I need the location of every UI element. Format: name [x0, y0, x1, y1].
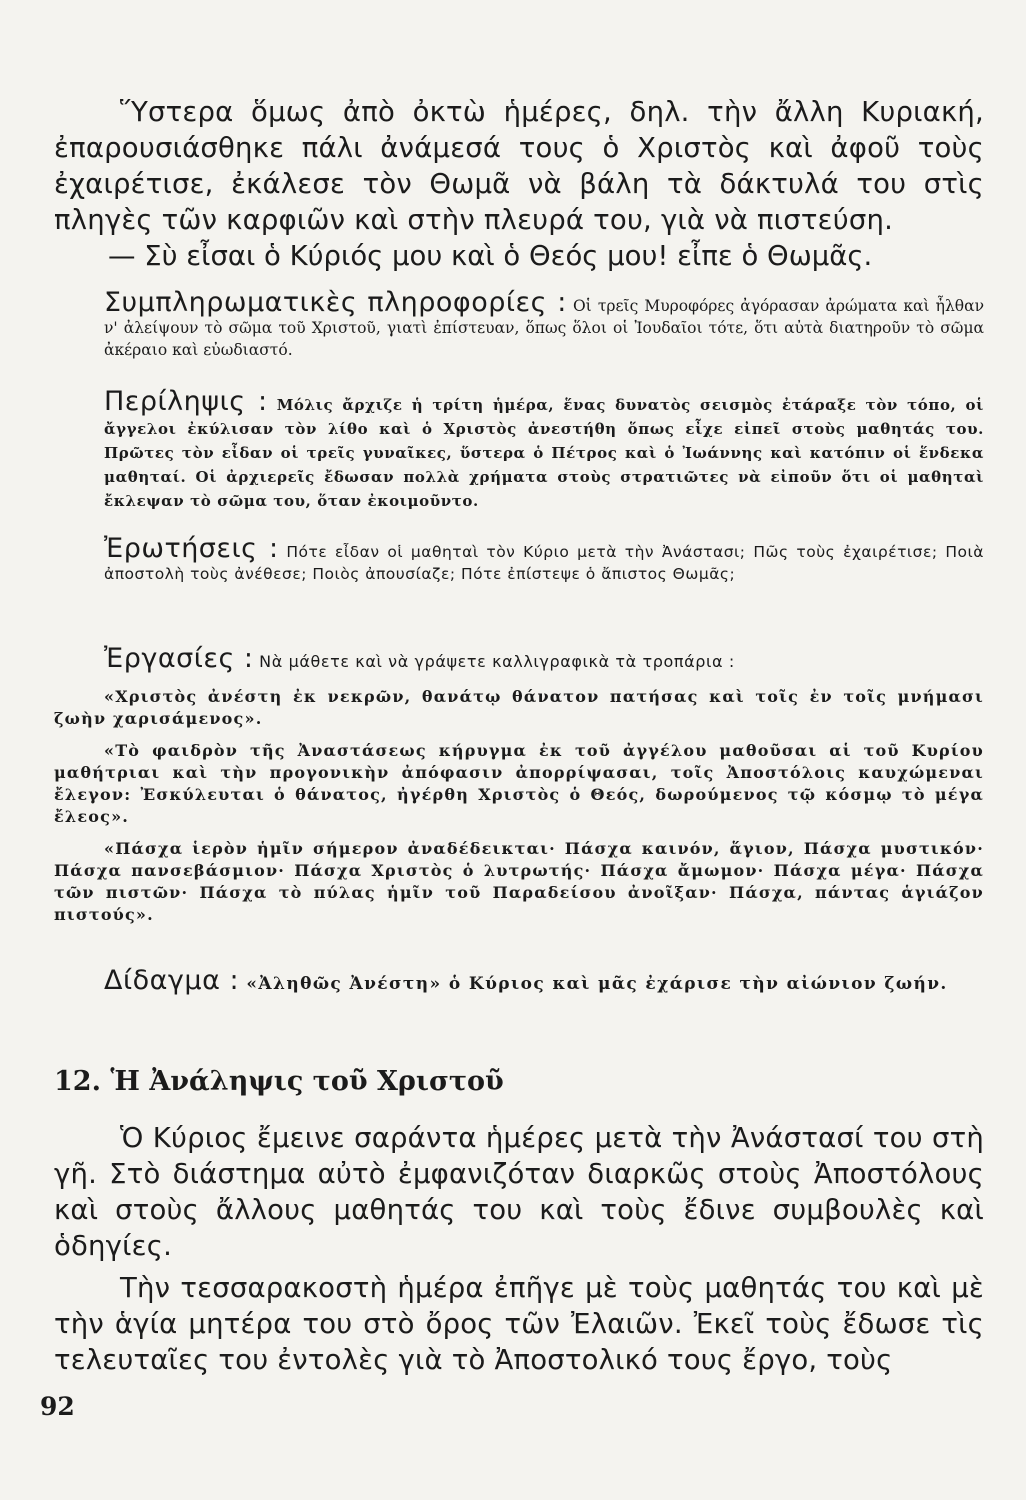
summary-section [54, 386, 984, 513]
summary-text: Μόλις ἄρχιζε ἡ τρίτη ἡμέρα, ἕνας δυνατὸς σεισμὸς ἐτάραξε τὸν τόπο, οἱ ἄγγελοι ἐκύλισαν τὸν λίθο καὶ ὁ Χριστὸς ἀνεστήθη ὅπως εἶχε εἰπεῖ στοὺς μαθητάς του. Πρῶτες τὸν εἶδαν οἱ τρεῖς γυναῖκες, ὕστερα ὁ Πέτρος καὶ ὁ Ἰωάννης καὶ κατόπιν οἱ ἕνδεκα μαθηταί. Οἱ ἀρχιερεῖς ἔδωσαν πολλὰ χρήματα στοὺς στρατιῶτες νὰ εἰποῦν ὅτι οἱ μαθηταὶ ἔκλεψαν τὸ σῶμα του, ὅταν ἐκοιμοῦντο. [104, 396, 984, 510]
troparion-3: «Πάσχα ἱερὸν ἡμῖν σήμερον ἀναδέδεικται· Πάσχα καινόν, ἅγιον, Πάσχα μυστικόν· Πάσχα πανσεβάσμιον· Πάσχα Χριστὸς ὁ λυτρωτής· Πάσχα ἄμωμον· Πάσχα μέγα· Πάσχα τῶν πιστῶν· Πάσχα τὸ πύλας ἡμῖν τοῦ Παραδείσου ἀνοῖξαν· Πάσχα, πάντας ἁγιάζον πιστούς». [54, 839, 984, 924]
questions-heading: Ἐρωτήσεις : [104, 533, 279, 564]
page-number: 92 [40, 1392, 75, 1421]
paragraph-ascension-1: Ὁ Κύριος ἔμεινε σαράντα ἡμέρες μετὰ τὴν Ἀνάστασί του στὴ γῆ. Στὸ διάστημα αὐτὸ ἐμφανιζόταν διαρκῶς στοὺς Ἀποστόλους καὶ στοὺς ἄλλους μαθητάς του καὶ τοὺς ἔδινε συμβουλὲς καὶ ὁδηγίες. [54, 1122, 984, 1262]
questions-text: Πότε εἶδαν οἱ μαθηταὶ τὸν Κύριο μετὰ τὴν Ἀνάστασι; Πῶς τοὺς ἐχαιρέτισε; Ποιὰ ἀποστολὴ τοὺς ἀνέθεσε; Ποιὸς ἀπουσίαζε; Πότε ἐπίστεψε ὁ ἄπιστος Θωμᾶς; [104, 543, 984, 583]
summary-heading: Περίληψις : [104, 386, 268, 417]
supplementary-info-text: Οἱ τρεῖς Μυροφόρες ἀγόρασαν ἀρώματα καὶ ἦλθαν ν' ἀλείψουν τὸ σῶμα τοῦ Χριστοῦ, γιατὶ ἐπίστευαν, ὅπως ὅλοι οἱ Ἰουδαῖοι τότε, ὅτι αὐτὰ διατηροῦν τὸ σῶμα ἀκέραιο καὶ εὐωδιαστό. [104, 297, 984, 359]
lesson-section [54, 966, 984, 999]
supplementary-info-section [54, 287, 984, 361]
chapter-title: 12. Ἡ Ἀνάληψις τοῦ Χριστοῦ [54, 1066, 504, 1097]
supplementary-info-heading: Συμπληρωματικὲς πληροφορίες : [104, 287, 567, 318]
exercises-text: Νὰ μάθετε καὶ νὰ γράψετε καλλιγραφικὰ τὰ τροπάρια : [259, 652, 735, 671]
paragraph-ascension-2: Τὴν τεσσαρακοστὴ ἡμέρα ἐπῆγε μὲ τοὺς μαθητάς του καὶ μὲ τὴν ἁγία μητέρα του στὸ ὄρος τῶν Ἐλαιῶν. Ἐκεῖ τοὺς ἔδωσε τὶς τελευταῖες του ἐντολὲς γιὰ τὸ Ἀποστολικό τους ἔργο, τοὺς [54, 1272, 984, 1376]
troparia-list [54, 686, 984, 936]
exercises-heading: Ἐργασίες : [104, 643, 254, 674]
thomas-quote: — Σὺ εἶσαι ὁ Κύριός μου καὶ ὁ Θεός μου! εἶπε ὁ Θωμᾶς. [108, 240, 873, 272]
troparion-1: «Χριστὸς ἀνέστη ἐκ νεκρῶν, θανάτῳ θάνατον πατήσας καὶ τοῖς ἐν τοῖς μνήμασι ζωὴν χαρισάμενος». [54, 687, 984, 728]
lesson-text: «Ἀληθῶς Ἀνέστη» ὁ Κύριος καὶ μᾶς ἐχάρισε τὴν αἰώνιον ζωήν. [246, 974, 948, 994]
lesson-heading: Δίδαγμα : [104, 965, 240, 996]
troparion-2: «Τὸ φαιδρὸν τῆς Ἀναστάσεως κήρυγμα ἐκ τοῦ ἀγγέλου μαθοῦσαι αἱ τοῦ Κυρίου μαθήτριαι καὶ τὴν προγονικὴν ἀπόφασιν ἀπορρίψασαι, τοῖς Ἀποστόλοις καυχώμεναι ἔλεγον: Ἐσκύλευται ὁ θάνατος, ἠγέρθη Χριστὸς ὁ Θεός, δωρούμενος τῷ κόσμῳ τὸ μέγα ἔλεος». [54, 741, 984, 826]
exercises-section [54, 643, 984, 674]
paragraph-thomas: Ὕστερα ὅμως ἀπὸ ὀκτὼ ἡμέρες, δηλ. τὴν ἄλλη Κυριακή, ἐπαρουσιάσθηκε πάλι ἀνάμεσά τους ὁ Χριστὸς καὶ ἀφοῦ τοὺς ἐχαιρέτισε, ἐκάλεσε τὸν Θωμᾶ νὰ βάλη τὰ δάκτυλά του στὶς πληγὲς τῶν καρφιῶν καὶ στὴν πλευρά του, γιὰ νὰ πιστεύση. [54, 96, 984, 236]
questions-section [54, 533, 984, 585]
